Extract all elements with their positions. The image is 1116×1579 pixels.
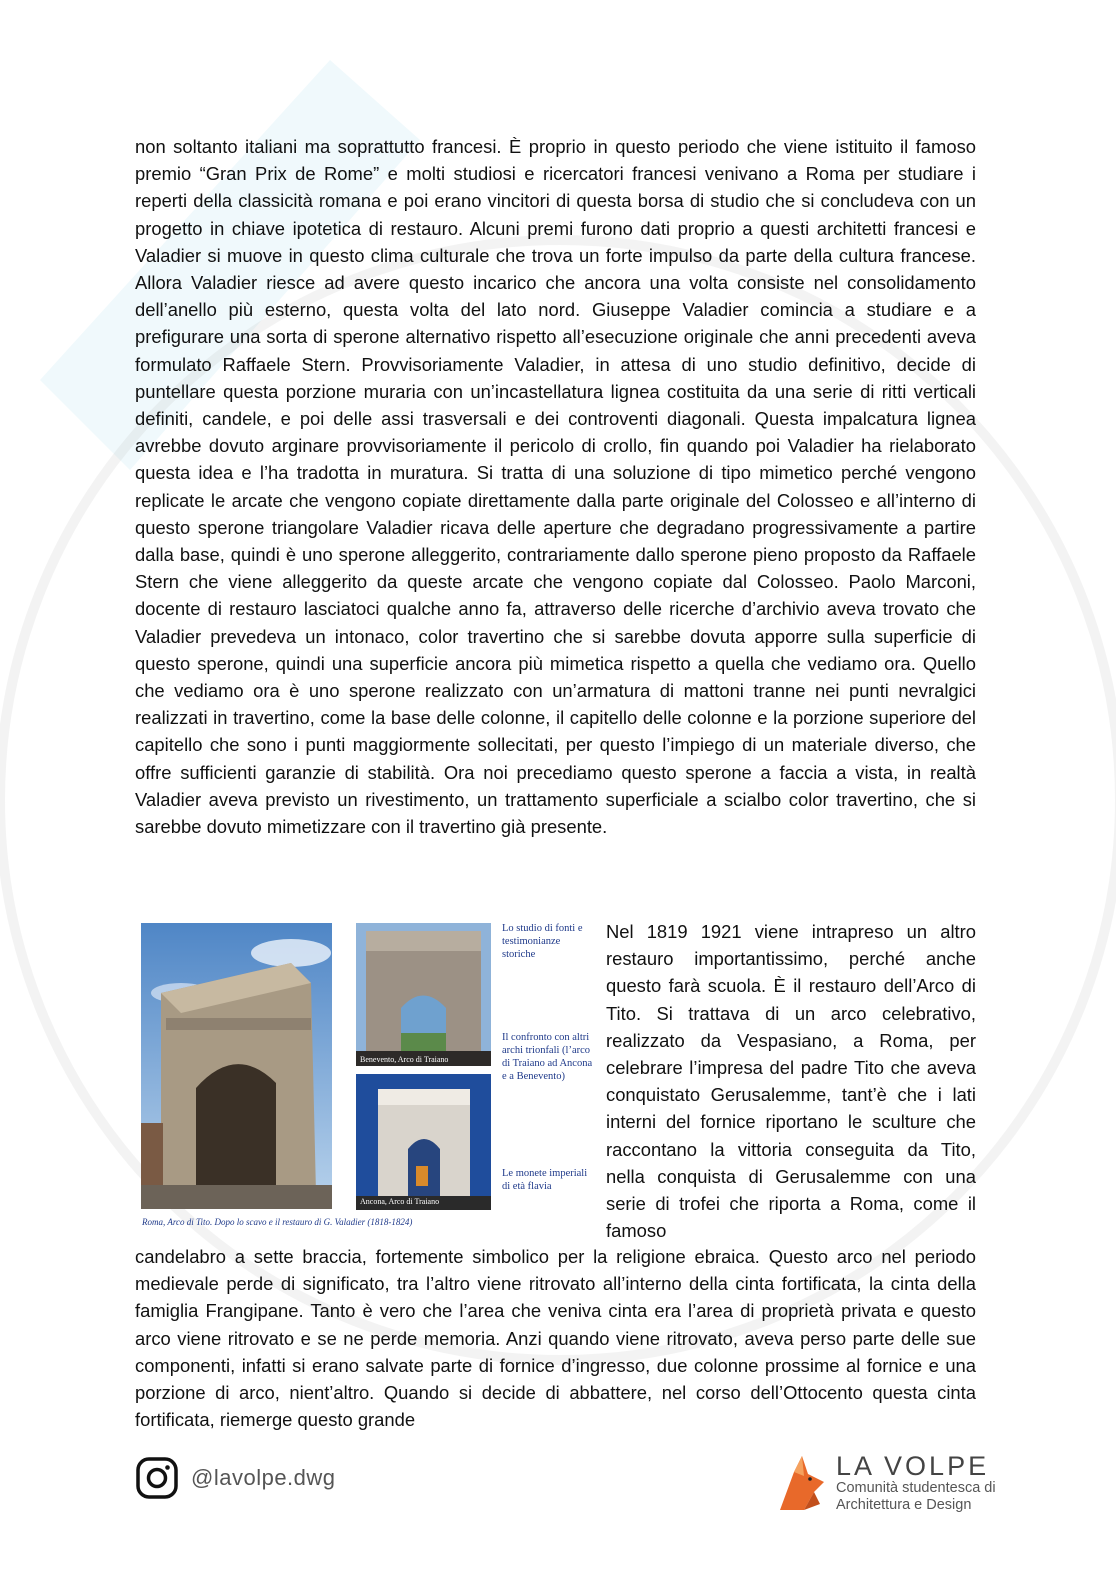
instagram-icon	[135, 1456, 179, 1500]
brand-subtitle-1: Comunità studentesca di	[836, 1480, 996, 1496]
benevento-photo-label: Benevento, Arco di Traiano	[360, 1055, 449, 1064]
body-paragraph-3: candelabro a sette braccia, fortemente simbolico per la religione ebraica. Questo arco nel periodo medievale perde di significato, tra l’altro viene ritrovato all’interno della cinta fortificata, la cinta della famiglia Frangipane. Tanto è vero che l’area che veniva cinta era l’area di proprietà privata e questo arco viene ritrovato e se ne perde memoria. Anzi quando viene ritrovato, aveva perso parte delle sue componenti, infatti si erano salvate parte di fornice d’ingresso, due colonne prossime al fornice e una porzione di arco, nient’altro. Quando si decide di abbattere, nel corso dell’Ottocento questa cinta fortificata, riemerge questo grande	[135, 1246, 976, 1431]
note-coins: Le monete imperiali di età flavia	[502, 1168, 588, 1192]
ancona-photo-label: Ancona, Arco di Traiano	[360, 1197, 440, 1206]
ancona-arch-photo	[356, 1074, 491, 1210]
footer-instagram	[135, 1456, 336, 1500]
arch-figure	[138, 919, 594, 1235]
instagram-handle[interactable]: @lavolpe.dwg	[191, 1465, 336, 1490]
note-sources: Lo studio di fonti e testimonianze storiche	[502, 923, 583, 960]
brand-title: LA VOLPE	[836, 1451, 990, 1481]
fox-logo-icon	[774, 1452, 830, 1514]
note-comparison: Il confronto con altri archi trionfali (l’arco di Traiano ad Ancona e a Benevento)	[502, 1032, 593, 1082]
body-paragraph-2: Nel 1819 1921 viene intrapreso un altro restauro importantissimo, perché anche questo farà scuola. È il restauro dell’Arco di Tito. Si trattava di un arco celebrativo, realizzato da Vespasiano, a Roma, per celebrare l’impresa del padre Tito che aveva conquistato Gerusalemme, tant’è che i lati interni del fornice riportano le sculture che raccontano la vittoria conseguita da Tito, nella conquista di Gerusalemme con una serie di trofei che riporta a Roma, come il famoso	[606, 921, 976, 1242]
footer-brand	[774, 1452, 996, 1514]
body-paragraph-1: non soltanto italiani ma soprattutto francesi. È proprio in questo periodo che viene istituito il famoso premio “Gran Prix de Rome” e molti studiosi e ricercatori francesi venivano a Roma per studiare i reperti della classicità romana e poi erano vincitori di questa borsa di studio che si concludeva con un progetto in chiave ipotetica di restauro. Alcuni premi furono dati proprio a questi architetti francesi e Valadier si muove in questo clima culturale che trova un forte impulso da parte della cultura francese. Allora Valadier riesce ad avere questo incarico che ancora una volta consiste nel consolidamento dell’anello più esterno, questa volta del lato nord. Giuseppe Valadier comincia a studiare e a prefigurare una sorta di sperone alternativo rispetto all’esecuzione originale che anni precedenti aveva formulato Raffaele Stern. Provvisoriamente Valadier, in attesa di uno studio definitivo, decide di puntellare questa porzione muraria con un’incastellatura lignea costituita da una serie di ritti verticali definiti, candele, e poi delle assi trasversali e dei controventi diagonali. Questa impalcatura lignea avrebbe dovuto arginare provvisoriamente il pericolo di crollo, fin quando poi Valadier ha rielaborato questa idea e l’ha tradotta in muratura. Si tratta di una soluzione di tipo mimetico perché vengono replicate le arcate che vengono copiate direttamente dalla parte originale del Colosseo e all’interno di questo sperone triangolare Valadier ricava delle aperture che degradano progressivamente a partire dalla base, quindi è uno sperone alleggerito, contrariamente dallo sperone pieno proposto da Raffaele Stern che viene alleggerito da queste arcate che vengono copiate dal Colosseo. Paolo Marconi, docente di restauro lasciatoci qualche anno fa, attraverso delle ricerche d’archivio aveva trovato che Valadier prevedeva un intonaco, color travertino che si sarebbe dovuta apporre sulla superficie di questo sperone, quindi una superficie ancora più mimetica rispetto a quella che vediamo ora. Quello che vediamo ora è uno sperone realizzato con un’armatura di mattoni tranne nei punti nevralgici realizzati in travertino, come la base delle colonne, il capitello delle colonne e la porzione superiore del capitello che sono i punti maggiormente sollecitati, per questo l’impiego di un materiale diverso, che offre sufficienti garanzie di stabilità. Ora noi precediamo questo sperone a faccia a vista, in realtà Valadier aveva previsto un rivestimento, un trattamento superficiale a scialbo color travertino, che si sarebbe dovuto mimetizzare con il travertino già presente.	[135, 136, 976, 838]
brand-subtitle-2: Architettura e Design	[836, 1497, 972, 1513]
figure-caption: Roma, Arco di Tito. Dopo lo scavo e il restauro di G. Valadier (1818-1824)	[142, 1217, 413, 1227]
benevento-arch-photo	[356, 923, 491, 1066]
arch-of-titus-photo	[141, 923, 332, 1209]
